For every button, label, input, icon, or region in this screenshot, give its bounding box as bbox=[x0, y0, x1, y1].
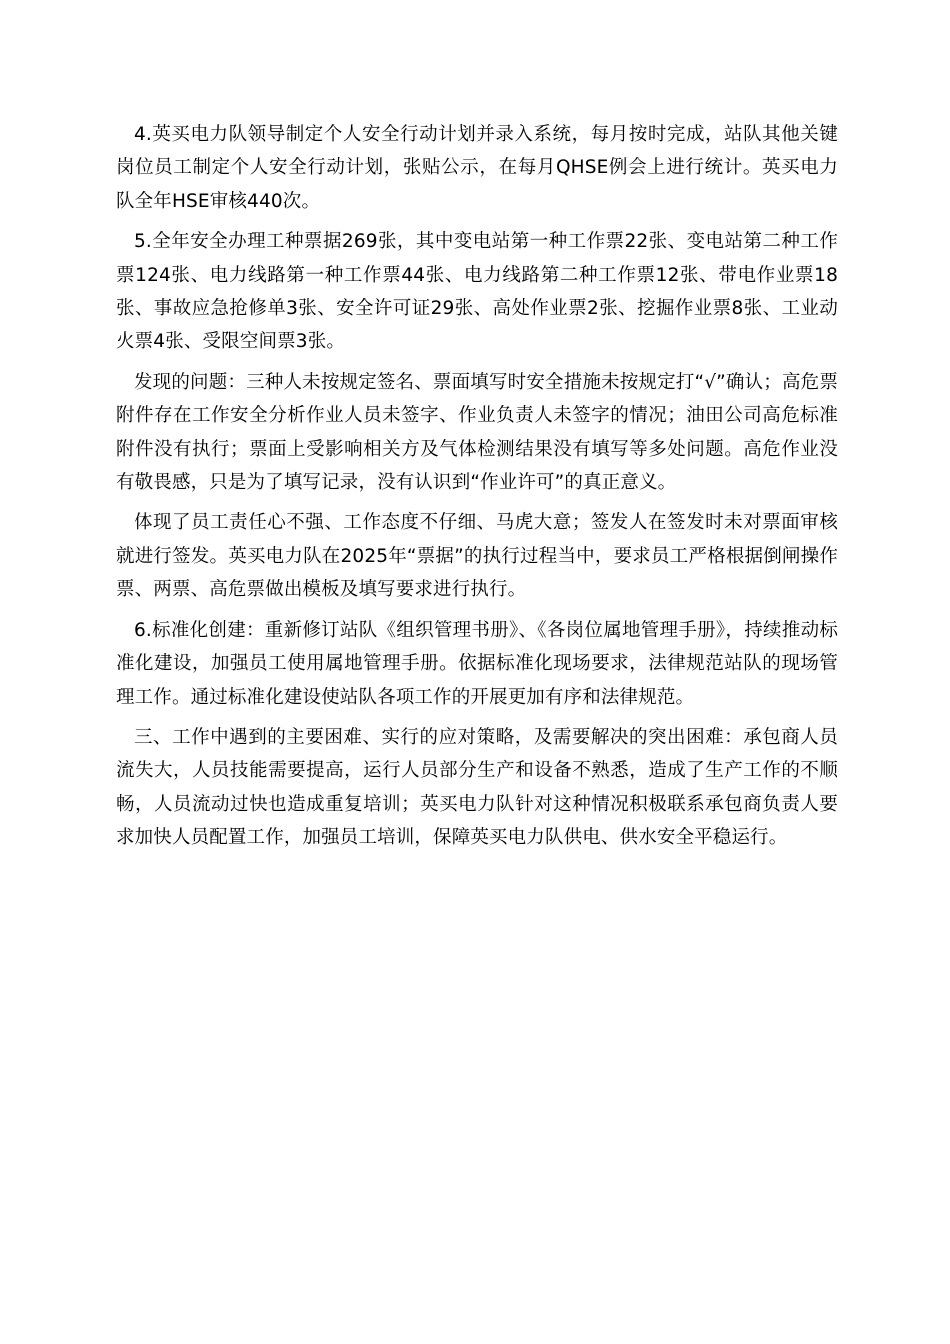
document-page bbox=[116, 118, 838, 862]
paragraph-responsibility: 体现了员工责任心不强、工作态度不仔细、马虎大意；签发人在签发时未对票面审核就进行签发。英买电力队在2025年“票据”的执行过程当中，要求员工严格根据倒闸操作票、两票、高危票做出模板及填写要求进行执行。 bbox=[116, 512, 838, 601]
paragraph-safety-action-plan: 4.英买电力队领导制定个人安全行动计划并录入系统，每月按时完成，站队其他关键岗位员工制定个人安全行动计划，张贴公示，在每月QHSE例会上进行统计。英买电力队全年HSE审核440次。 bbox=[116, 124, 838, 212]
paragraph-work-permits: 5.全年安全办理工种票据269张，其中变电站第一种工作票22张、变电站第二种工作票124张、电力线路第一种工作票44张、电力线路第二种工作票12张、带电作业票18张、事故应急抢修单3张、安全许可证29张、高处作业票2张、挖掘作业票8张、工业动火票4张、受限空间票3张。 bbox=[116, 231, 838, 353]
paragraph-standardization: 6.标准化创建：重新修订站队《组织管理书册》、《各岗位属地管理手册》，持续推动标准化建设，加强员工使用属地管理手册。依据标准化现场要求，法律规范站队的现场管理工作。通过标准化建设使站队各项工作的开展更加有序和法律规范。 bbox=[116, 619, 838, 708]
paragraph-difficulties: 三、工作中遇到的主要困难、实行的应对策略，及需要解决的突出困难：承包商人员流失大，人员技能需要提高，运行人员部分生产和设备不熟悉，造成了生产工作的不顺畅，人员流动过快也造成重复培训；英买电力队针对这种情况积极联系承包商负责人要求加快人员配置工作，加强员工培训，保障英买电力队供电、供水安全平稳运行。 bbox=[116, 726, 838, 849]
paragraph-problems-found: 发现的问题：三种人未按规定签名、票面填写时安全措施未按规定打“√”确认；高危票附件存在工作安全分析作业人员未签字、作业负责人未签字的情况；油田公司高危标准附件没有执行；票面上受影响相关方及气体检测结果没有填写等多处问题。高危作业没有敬畏感，只是为了填写记录，没有认识到“作业许可”的真正意义。 bbox=[116, 371, 838, 494]
